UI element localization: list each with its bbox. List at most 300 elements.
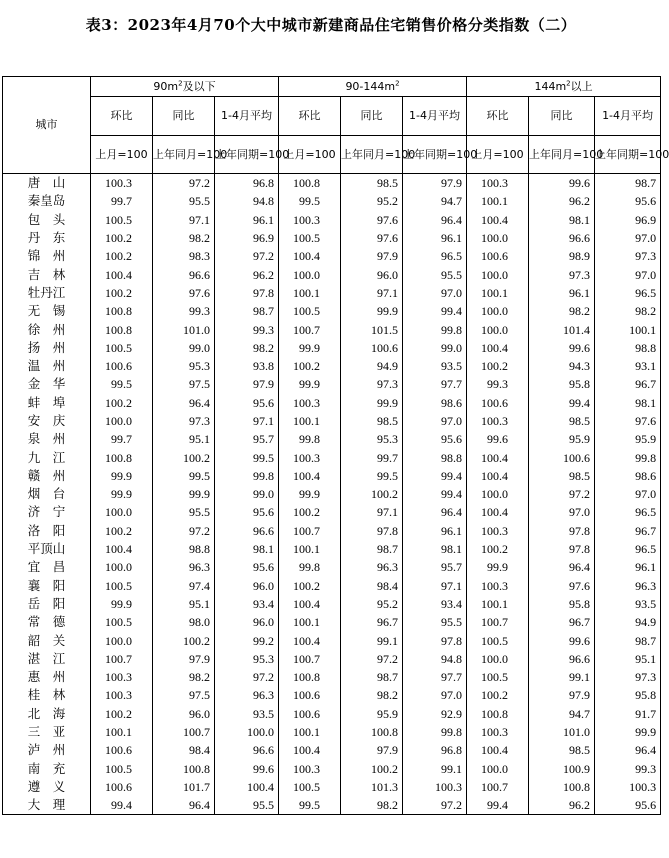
index-value: 100.8 <box>279 668 341 686</box>
index-value: 99.6 <box>529 174 595 193</box>
index-value: 95.3 <box>215 650 279 668</box>
index-value: 97.6 <box>529 577 595 595</box>
index-value: 99.0 <box>215 485 279 503</box>
index-value: 100.6 <box>91 741 153 759</box>
index-value: 99.8 <box>215 467 279 485</box>
index-value: 100.4 <box>467 211 529 229</box>
index-value: 99.1 <box>529 668 595 686</box>
index-value: 97.5 <box>153 375 215 393</box>
subcol-avg: 1-4月平均 <box>215 97 279 136</box>
index-value: 100.0 <box>91 631 153 649</box>
index-value: 98.6 <box>595 467 661 485</box>
index-value: 95.9 <box>529 430 595 448</box>
index-value: 100.1 <box>467 595 529 613</box>
index-value: 98.5 <box>529 412 595 430</box>
table-row <box>3 339 661 357</box>
index-value: 98.5 <box>341 412 403 430</box>
index-value: 98.1 <box>529 211 595 229</box>
table-row <box>3 778 661 796</box>
index-value: 100.0 <box>91 558 153 576</box>
index-value: 100.8 <box>279 174 341 193</box>
index-value: 100.2 <box>279 577 341 595</box>
city-name: 烟 台 <box>3 485 91 503</box>
index-value: 100.3 <box>279 448 341 466</box>
index-value: 99.3 <box>153 302 215 320</box>
index-value: 96.4 <box>153 394 215 412</box>
index-value: 101.3 <box>341 778 403 796</box>
index-value: 98.2 <box>153 668 215 686</box>
index-value: 99.8 <box>595 448 661 466</box>
index-value: 94.8 <box>403 650 467 668</box>
index-value: 91.7 <box>595 705 661 723</box>
index-value: 99.7 <box>91 192 153 210</box>
index-value: 96.4 <box>403 503 467 521</box>
group-header-large: $144m^2$以上 <box>467 77 661 97</box>
index-value: 98.5 <box>529 741 595 759</box>
index-value: 99.2 <box>215 631 279 649</box>
index-value: 97.9 <box>341 741 403 759</box>
index-value: 99.1 <box>403 760 467 778</box>
index-value: 95.7 <box>403 558 467 576</box>
index-value: 99.0 <box>153 339 215 357</box>
index-value: 96.5 <box>595 284 661 302</box>
table-row <box>3 174 661 193</box>
index-value: 98.7 <box>341 668 403 686</box>
index-value: 97.2 <box>341 650 403 668</box>
index-value: 100.7 <box>279 650 341 668</box>
index-value: 99.3 <box>215 320 279 338</box>
subcol-avg: 1-4月平均 <box>403 97 467 136</box>
index-value: 100.0 <box>467 485 529 503</box>
city-name: 宜 昌 <box>3 558 91 576</box>
index-value: 99.4 <box>467 796 529 815</box>
table-row <box>3 211 661 229</box>
city-name: 泸 州 <box>3 741 91 759</box>
index-value: 93.8 <box>215 357 279 375</box>
index-value: 99.9 <box>91 485 153 503</box>
index-value: 97.0 <box>403 412 467 430</box>
index-value: 96.7 <box>529 613 595 631</box>
table-body <box>3 174 661 815</box>
city-name: 遵 义 <box>3 778 91 796</box>
index-value: 95.2 <box>341 595 403 613</box>
index-value: 97.0 <box>595 265 661 283</box>
index-value: 100.2 <box>467 686 529 704</box>
index-value: 95.6 <box>403 430 467 448</box>
index-value: 99.9 <box>279 375 341 393</box>
index-value: 97.1 <box>403 577 467 595</box>
index-value: 98.4 <box>341 577 403 595</box>
index-value: 94.3 <box>529 357 595 375</box>
index-value: 95.6 <box>215 503 279 521</box>
index-value: 100.2 <box>91 247 153 265</box>
index-value: 99.8 <box>403 723 467 741</box>
index-value: 99.9 <box>91 467 153 485</box>
index-value: 95.6 <box>215 558 279 576</box>
index-value: 100.3 <box>467 577 529 595</box>
index-value: 99.8 <box>403 320 467 338</box>
index-value: 99.3 <box>467 375 529 393</box>
table-row <box>3 503 661 521</box>
index-value: 96.4 <box>153 796 215 815</box>
index-value: 97.8 <box>529 540 595 558</box>
index-value: 98.8 <box>153 540 215 558</box>
index-value: 97.1 <box>341 503 403 521</box>
index-value: 96.9 <box>215 229 279 247</box>
index-value: 100.7 <box>91 650 153 668</box>
table-row <box>3 265 661 283</box>
index-value: 100.6 <box>279 705 341 723</box>
index-value: 100.8 <box>91 302 153 320</box>
index-value: 100.3 <box>91 668 153 686</box>
index-value: 100.5 <box>91 577 153 595</box>
table-row <box>3 412 661 430</box>
index-value: 96.4 <box>595 741 661 759</box>
city-name: 襄 阳 <box>3 577 91 595</box>
index-value: 97.3 <box>341 375 403 393</box>
city-name: 大 理 <box>3 796 91 815</box>
table-row <box>3 650 661 668</box>
table-row <box>3 229 661 247</box>
index-value: 95.8 <box>529 595 595 613</box>
table-header <box>3 77 669 174</box>
index-value: 100.5 <box>91 613 153 631</box>
table-row <box>3 741 661 759</box>
index-value: 93.1 <box>595 357 661 375</box>
table-row <box>3 284 661 302</box>
base-yoy: 上年同月=100 <box>341 136 403 174</box>
index-value: 100.4 <box>91 265 153 283</box>
index-value: 99.5 <box>215 448 279 466</box>
index-value: 99.7 <box>91 430 153 448</box>
index-value: 99.0 <box>403 339 467 357</box>
index-value: 100.2 <box>91 394 153 412</box>
index-value: 99.9 <box>279 339 341 357</box>
index-value: 100.1 <box>467 284 529 302</box>
index-value: 95.5 <box>153 503 215 521</box>
index-value: 100.4 <box>467 503 529 521</box>
index-value: 97.1 <box>153 211 215 229</box>
index-value: 97.0 <box>529 503 595 521</box>
base-yoy: 上年同月=100 <box>529 136 595 174</box>
index-value: 93.5 <box>215 705 279 723</box>
index-value: 98.0 <box>153 613 215 631</box>
index-value: 99.9 <box>467 558 529 576</box>
index-value: 100.1 <box>279 723 341 741</box>
index-value: 96.7 <box>595 522 661 540</box>
table-row <box>3 668 661 686</box>
index-value: 95.6 <box>595 192 661 210</box>
index-value: 100.3 <box>467 174 529 193</box>
index-value: 101.0 <box>153 320 215 338</box>
index-value: 96.4 <box>529 558 595 576</box>
index-value: 100.0 <box>467 302 529 320</box>
group-header-small: $90m^2$及以下 <box>91 77 279 97</box>
index-value: 96.3 <box>153 558 215 576</box>
index-value: 99.1 <box>341 631 403 649</box>
index-value: 96.2 <box>529 192 595 210</box>
index-value: 100.9 <box>529 760 595 778</box>
index-value: 100.8 <box>91 448 153 466</box>
city-name: 金 华 <box>3 375 91 393</box>
table-row <box>3 357 661 375</box>
index-value: 93.5 <box>403 357 467 375</box>
index-value: 99.5 <box>91 375 153 393</box>
index-value: 96.7 <box>595 375 661 393</box>
index-value: 96.0 <box>341 265 403 283</box>
group-header-medium: $90-144m^2$ <box>279 77 467 97</box>
index-value: 96.1 <box>215 211 279 229</box>
index-value: 100.0 <box>215 723 279 741</box>
index-value: 100.2 <box>91 705 153 723</box>
table-row <box>3 522 661 540</box>
table-row <box>3 577 661 595</box>
index-value: 97.3 <box>595 668 661 686</box>
table-row <box>3 394 661 412</box>
index-value: 100.3 <box>403 778 467 796</box>
index-value: 95.8 <box>529 375 595 393</box>
city-name: 秦皇岛 <box>3 192 91 210</box>
index-value: 97.0 <box>403 284 467 302</box>
index-value: 98.2 <box>529 302 595 320</box>
index-value: 94.9 <box>341 357 403 375</box>
index-value: 96.0 <box>153 705 215 723</box>
city-name: 赣 州 <box>3 467 91 485</box>
city-name: 温 州 <box>3 357 91 375</box>
index-value: 97.5 <box>153 686 215 704</box>
index-value: 98.9 <box>529 247 595 265</box>
index-value: 95.6 <box>595 796 661 815</box>
index-value: 98.1 <box>403 540 467 558</box>
table-row <box>3 448 661 466</box>
index-value: 97.0 <box>595 229 661 247</box>
index-value: 94.7 <box>529 705 595 723</box>
index-value: 100.5 <box>279 229 341 247</box>
index-value: 97.8 <box>403 631 467 649</box>
table-row <box>3 558 661 576</box>
table-row <box>3 631 661 649</box>
index-value: 95.3 <box>341 430 403 448</box>
index-value: 96.8 <box>215 174 279 193</box>
table-row <box>3 192 661 210</box>
index-value: 96.2 <box>529 796 595 815</box>
index-value: 100.1 <box>279 613 341 631</box>
table-row <box>3 375 661 393</box>
index-value: 100.2 <box>91 229 153 247</box>
subcol-mom: 环比 <box>279 97 341 136</box>
index-value: 99.9 <box>279 485 341 503</box>
index-value: 100.3 <box>467 723 529 741</box>
index-value: 100.4 <box>91 540 153 558</box>
index-value: 97.3 <box>529 265 595 283</box>
index-value: 97.1 <box>341 284 403 302</box>
index-value: 95.6 <box>215 394 279 412</box>
index-value: 98.4 <box>153 741 215 759</box>
index-value: 100.2 <box>279 503 341 521</box>
index-value: 98.5 <box>341 174 403 193</box>
index-value: 100.4 <box>467 741 529 759</box>
city-name: 牡丹江 <box>3 284 91 302</box>
index-value: 100.3 <box>91 686 153 704</box>
index-value: 95.8 <box>595 686 661 704</box>
index-value: 97.2 <box>153 522 215 540</box>
index-value: 96.4 <box>403 211 467 229</box>
index-value: 100.5 <box>279 778 341 796</box>
index-value: 93.4 <box>403 595 467 613</box>
city-name: 锦 州 <box>3 247 91 265</box>
index-value: 100.1 <box>91 723 153 741</box>
index-value: 100.1 <box>279 412 341 430</box>
index-value: 100.8 <box>91 320 153 338</box>
table-row <box>3 723 661 741</box>
index-value: 98.6 <box>403 394 467 412</box>
index-value: 100.2 <box>279 357 341 375</box>
index-value: 99.9 <box>341 394 403 412</box>
table-row <box>3 247 661 265</box>
index-value: 99.4 <box>403 302 467 320</box>
index-value: 97.3 <box>595 247 661 265</box>
index-value: 97.8 <box>341 522 403 540</box>
index-value: 96.7 <box>341 613 403 631</box>
index-value: 95.7 <box>215 430 279 448</box>
index-value: 100.3 <box>279 211 341 229</box>
city-name: 九 江 <box>3 448 91 466</box>
index-value: 100.1 <box>467 192 529 210</box>
index-value: 98.7 <box>215 302 279 320</box>
index-value: 95.9 <box>595 430 661 448</box>
index-value: 96.3 <box>215 686 279 704</box>
index-value: 100.1 <box>279 540 341 558</box>
table-row <box>3 760 661 778</box>
city-name: 惠 州 <box>3 668 91 686</box>
index-value: 96.1 <box>595 558 661 576</box>
city-name: 徐 州 <box>3 320 91 338</box>
city-name: 无 锡 <box>3 302 91 320</box>
index-value: 97.9 <box>403 174 467 193</box>
index-value: 95.1 <box>153 430 215 448</box>
index-value: 97.1 <box>215 412 279 430</box>
base-avg: 上年同期=100 <box>215 136 279 174</box>
index-value: 100.0 <box>467 760 529 778</box>
index-value: 99.6 <box>529 339 595 357</box>
index-value: 100.5 <box>91 339 153 357</box>
index-value: 100.5 <box>467 668 529 686</box>
index-value: 95.5 <box>215 796 279 815</box>
index-value: 95.5 <box>403 613 467 631</box>
index-value: 100.3 <box>467 412 529 430</box>
page-title: 表3：2023年4月70个大中城市新建商品住宅销售价格分类指数（二） <box>85 16 577 34</box>
city-name: 吉 林 <box>3 265 91 283</box>
index-value: 92.9 <box>403 705 467 723</box>
index-value: 101.5 <box>341 320 403 338</box>
index-value: 96.5 <box>595 540 661 558</box>
index-value: 94.8 <box>215 192 279 210</box>
table-row <box>3 686 661 704</box>
index-value: 100.3 <box>467 522 529 540</box>
index-value: 101.4 <box>529 320 595 338</box>
city-name: 泉 州 <box>3 430 91 448</box>
index-value: 100.5 <box>91 211 153 229</box>
index-value: 99.4 <box>403 467 467 485</box>
base-mom: 上月=100 <box>467 136 529 174</box>
index-value: 97.0 <box>595 485 661 503</box>
index-value: 96.8 <box>403 741 467 759</box>
index-value: 100.2 <box>341 760 403 778</box>
index-value: 98.2 <box>153 229 215 247</box>
index-value: 97.9 <box>529 686 595 704</box>
index-value: 99.8 <box>279 430 341 448</box>
index-value: 99.6 <box>467 430 529 448</box>
index-value: 96.5 <box>403 247 467 265</box>
index-value: 96.1 <box>403 522 467 540</box>
index-value: 100.2 <box>467 357 529 375</box>
index-value: 97.6 <box>153 284 215 302</box>
index-value: 100.1 <box>279 284 341 302</box>
index-value: 95.5 <box>153 192 215 210</box>
index-value: 95.3 <box>153 357 215 375</box>
index-value: 97.9 <box>341 247 403 265</box>
index-value: 100.0 <box>467 320 529 338</box>
index-value: 100.6 <box>91 778 153 796</box>
index-value: 100.2 <box>467 540 529 558</box>
index-value: 100.8 <box>153 760 215 778</box>
index-value: 99.5 <box>279 192 341 210</box>
table-row <box>3 302 661 320</box>
index-value: 97.9 <box>215 375 279 393</box>
city-name: 包 头 <box>3 211 91 229</box>
table-row <box>3 796 661 815</box>
base-mom: 上月=100 <box>279 136 341 174</box>
index-value: 98.7 <box>595 174 661 193</box>
base-avg: 上年同期=100 <box>595 136 661 174</box>
city-name: 平顶山 <box>3 540 91 558</box>
subcol-yoy: 同比 <box>529 97 595 136</box>
index-value: 98.7 <box>341 540 403 558</box>
index-value: 100.4 <box>467 448 529 466</box>
index-value: 96.6 <box>215 741 279 759</box>
index-value: 96.2 <box>215 265 279 283</box>
index-value: 100.4 <box>279 741 341 759</box>
base-avg: 上年同期=100 <box>403 136 467 174</box>
index-value: 95.2 <box>341 192 403 210</box>
index-value: 96.6 <box>153 265 215 283</box>
index-value: 97.2 <box>153 174 215 193</box>
index-value: 96.6 <box>215 522 279 540</box>
index-value: 97.4 <box>153 577 215 595</box>
index-value: 100.6 <box>467 394 529 412</box>
index-value: 97.0 <box>403 686 467 704</box>
index-value: 100.7 <box>153 723 215 741</box>
index-value: 98.2 <box>341 796 403 815</box>
index-value: 95.5 <box>403 265 467 283</box>
subcol-mom: 环比 <box>91 97 153 136</box>
index-value: 100.6 <box>467 247 529 265</box>
index-value: 100.7 <box>279 320 341 338</box>
index-value: 97.2 <box>215 668 279 686</box>
index-value: 98.3 <box>153 247 215 265</box>
table-row <box>3 320 661 338</box>
index-value: 100.4 <box>279 247 341 265</box>
index-value: 96.6 <box>529 650 595 668</box>
subcol-avg: 1-4月平均 <box>595 97 661 136</box>
index-value: 96.3 <box>341 558 403 576</box>
index-value: 100.2 <box>91 522 153 540</box>
index-value: 99.8 <box>279 558 341 576</box>
index-value: 97.3 <box>153 412 215 430</box>
index-value: 97.2 <box>529 485 595 503</box>
index-value: 99.9 <box>595 723 661 741</box>
base-yoy: 上年同月=100 <box>153 136 215 174</box>
